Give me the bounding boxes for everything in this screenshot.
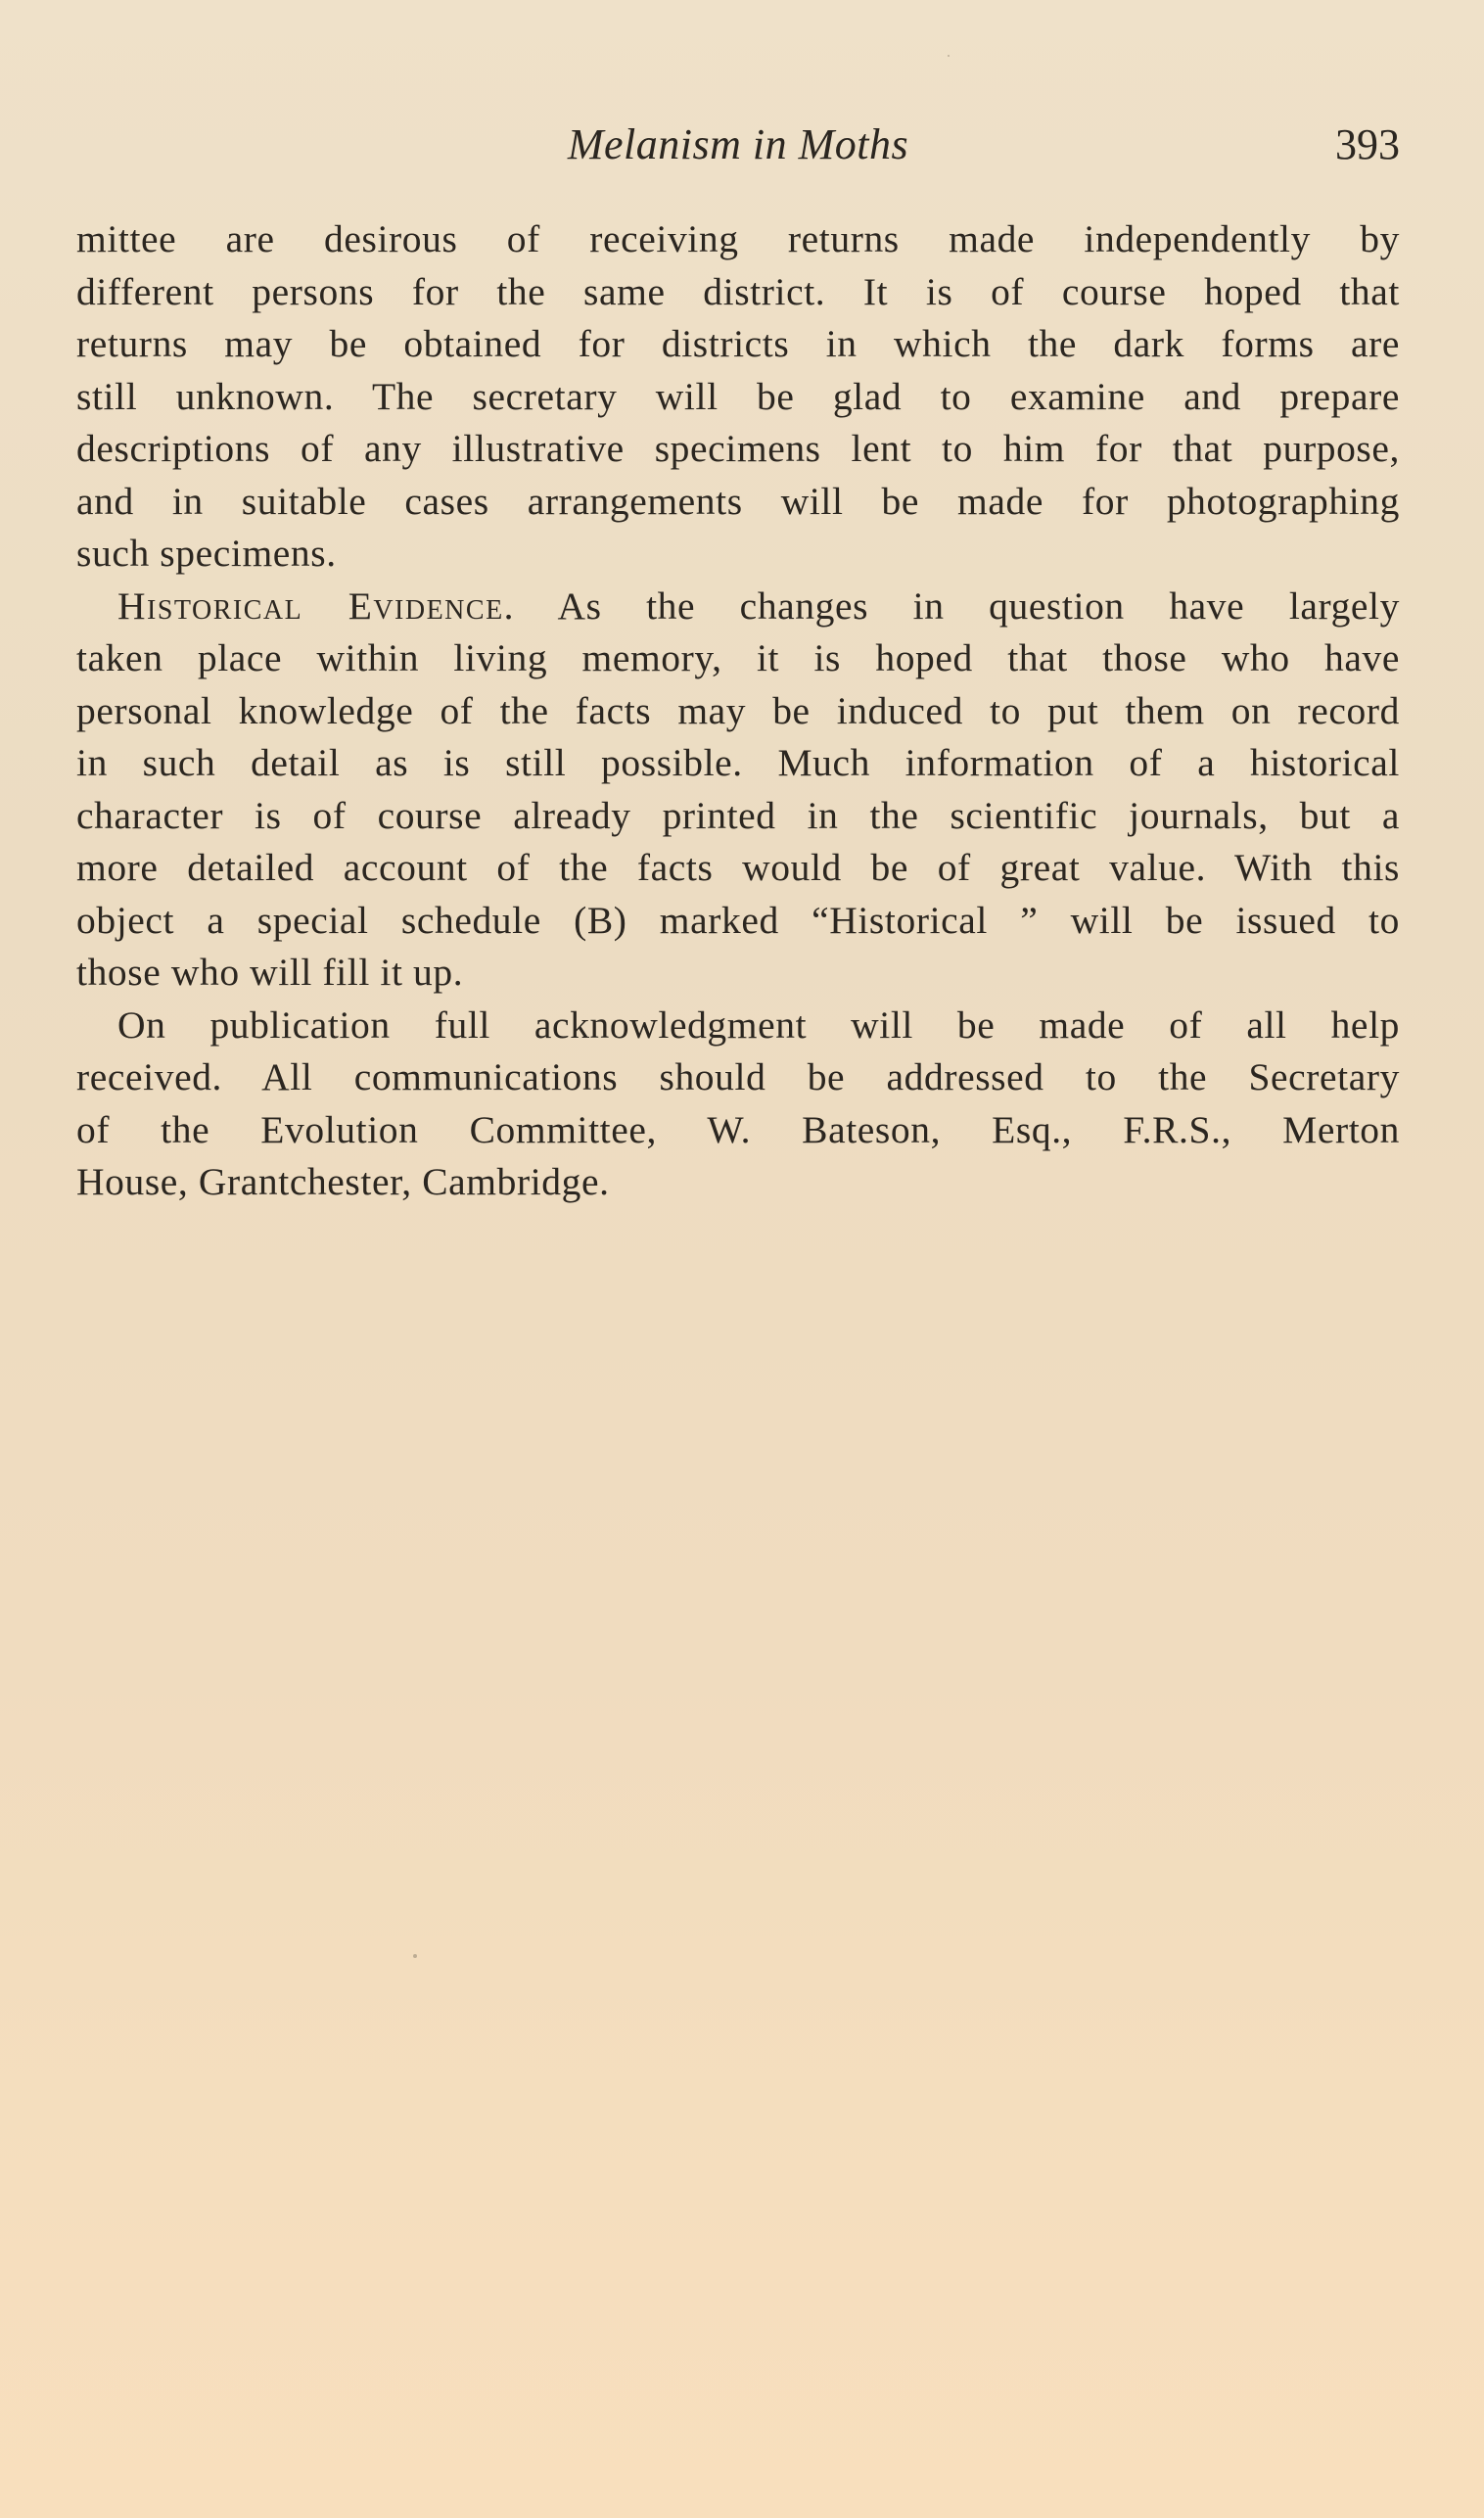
running-title: Melanism in Moths <box>567 120 909 168</box>
running-head <box>76 116 1400 174</box>
text-line: returns may be obtained for districts in which the dark forms are <box>76 322 1400 365</box>
paragraph-continued <box>76 213 1400 581</box>
page-number: 393 <box>1335 120 1400 168</box>
text-line: On publication full acknowledgment will be made of all help <box>117 1003 1400 1047</box>
text-line: mittee are desirous of receiving returns made independently by <box>76 217 1400 260</box>
text-line: more detailed account of the facts would be of great value. With this <box>76 846 1400 889</box>
text-fragment: As the changes in question have largely <box>557 583 1400 628</box>
text-line <box>76 581 1400 633</box>
text-line: character is of course already printed in the scientific journals, but a <box>76 793 1400 837</box>
text-line: those who will fill it up. <box>76 951 464 994</box>
paper-fleck <box>948 55 950 57</box>
section-heading: Historical Evidence. <box>117 583 516 628</box>
paragraph-acknowledgment <box>76 1000 1400 1209</box>
text-line: object a special schedule (B) marked “Historical ” will be issued to <box>76 898 1400 942</box>
text-line: personal knowledge of the facts may be induced to put them on record <box>76 688 1400 732</box>
paragraph-historical-evidence <box>76 581 1400 1000</box>
text-line: still unknown. The secretary will be glad to examine and prepare <box>76 374 1400 418</box>
text-line: descriptions of any illustrative specimens lent to him for that purpose, <box>76 427 1400 470</box>
text-line: taken place within living memory, it is hoped that those who have <box>76 636 1400 679</box>
body-text <box>76 213 1400 1209</box>
text-line: House, Grantchester, Cambridge. <box>76 1160 610 1203</box>
text-line: such specimens. <box>76 532 337 575</box>
text-line: and in suitable cases arrangements will be made for photographing <box>76 479 1400 523</box>
text-line: in such detail as is still possible. Much information of a historical <box>76 741 1400 784</box>
paper-fleck <box>413 1954 417 1958</box>
text-line: different persons for the same district. It is of course hoped that <box>76 269 1400 313</box>
text-line: received. All communications should be addressed to the Secretary <box>76 1055 1400 1098</box>
text-line: of the Evolution Committee, W. Bateson, Esq., F.R.S., Merton <box>76 1107 1400 1151</box>
